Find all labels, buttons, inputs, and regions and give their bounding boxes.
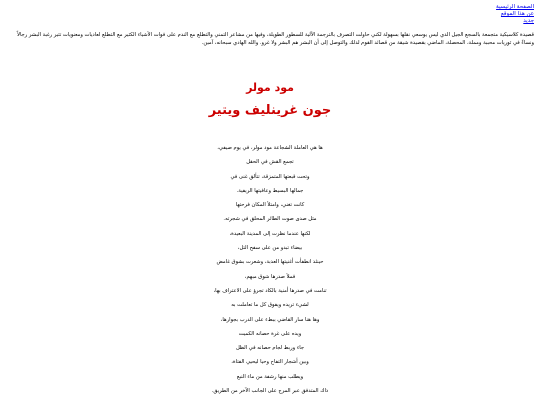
poem-line: وبين أشجار التفاح وحيا ليحيي الفتاة، (231, 359, 309, 366)
poem-line: ويطلب منها رشفة من ماء النبع (236, 373, 304, 380)
intro-paragraph: قصيدة كلاسيكية متجمعة بالسجع الجيل الذي ليس يوسعي نقلها بسهولة لكني حاولت التصرف بالترجمة الآلية للسطور الطويلة، وفيها من مشاعر التمني والتطلع مع الندم على فوات الأشياء الكثير مع التطلع لعاديات ومعنويات تثير رغبة البشر رجالاً ونساءً في ثوريات محببة ومملة، المحصلة، الماضي بقصيدة شيقة من قصائد القوم لذلك والتوصل إلى أن البشر هم البشر ولا غرو. والله الهادي سبحانه، آمين. (16, 32, 534, 46)
top-nav (496, 4, 534, 25)
poem-line: جاء وربط لجام حصانه في الظل (235, 345, 305, 352)
nav-link-about[interactable]: عن هذا الموقع (500, 11, 534, 17)
poem-line: ها هي العاملة الشجاعة مود مولر، في يوم صيفي، (217, 145, 323, 151)
poem-line: جمالها البسيط وعافيتها الريفية. (236, 187, 304, 194)
poem-title: مود مولر (246, 81, 294, 94)
poem-author: جون غرينليف ويتير (208, 103, 332, 118)
poem-line: وها هنا سار القاضي ببطء على الدرب بجوارها، (220, 316, 320, 323)
poem-line: لكنها عندما نظرت إلى المدينة البعيدة، (229, 230, 311, 237)
poem-lines (0, 141, 540, 398)
poem-line: وتحت قبعتها المتمزقة، تتألق غنى في (230, 173, 310, 180)
poem-line: تجمع القش في الحقل (246, 159, 294, 166)
nav-link-new[interactable]: جديد (523, 18, 534, 24)
nav-link-home[interactable]: الصفحة الرئيسية (496, 4, 534, 10)
poem-line: مثل صدى صوت الطائر المحلق في شجرته. (223, 216, 317, 223)
poem-line: ويده على غرة حصانه الكميت (238, 330, 302, 337)
poem-line: لشيء تريده ويفوق كل ما تعاملت به (231, 302, 309, 309)
poem-line: ذاك المتدفق عبر المرج على الجانب الآخر من الطريق. (211, 388, 329, 395)
poem-line: بيضاء تبدو من على سفح التل، (237, 245, 303, 252)
poem-line: تنامت في صدرها أمنية بالكاد تجرؤ على الاعتراف بها، (213, 287, 327, 294)
poem-line: حينئذ انطفأت أغنيتها العذبة، وشعرت بشوق غامض (216, 259, 324, 266)
poem-line: كانت تغني، وامتلأ المكان فرحتها (235, 202, 305, 209)
poem-line: فملأ صدرها شوق مبهم، (244, 273, 296, 280)
